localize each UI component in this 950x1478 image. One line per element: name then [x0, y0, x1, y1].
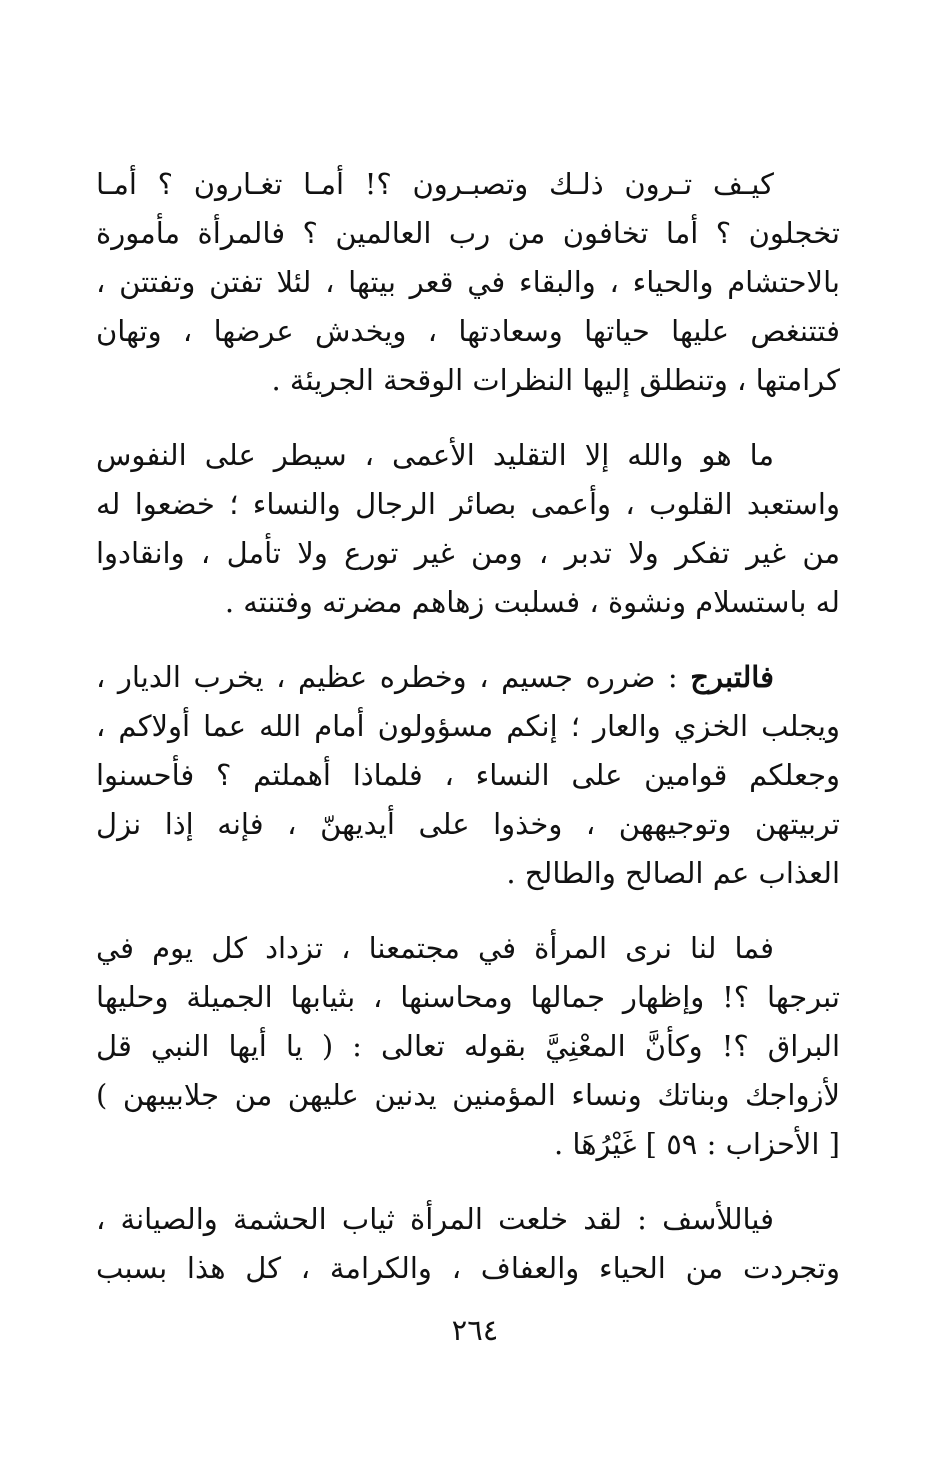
paragraph-1 [96, 160, 840, 405]
text-line: ما هو والله إلا التقليد الأعمى ، سيطر على النفوس [96, 438, 774, 472]
text-line: فما لنا نرى المرأة في مجتمعنا ، تزداد كل يوم في [96, 931, 774, 965]
text-line: العذاب عم الصالح والطالح . [506, 856, 840, 890]
text-line: لأزواجك وبناتك ونساء المؤمنين يدنين عليهن من جلابيبهن ) [96, 1078, 840, 1112]
paragraph-2 [96, 431, 840, 627]
text-line: واستعبد القلوب ، وأعمى بصائر الرجال والنساء ؛ خضعوا له [96, 487, 840, 521]
text-line: ويجلب الخزي والعار ؛ إنكم مسؤولون أمام الله عما أولاكم ، [96, 709, 840, 743]
text-line: تخجلون ؟ أما تخافون من رب العالمين ؟ فالمرأة مأمورة [96, 216, 840, 250]
page-number: ٢٦٤ [451, 1313, 499, 1347]
paragraph-3 [96, 653, 840, 898]
text-line-rest: : ضرره جسيم ، وخطره عظيم ، يخرب الديار ، [96, 660, 691, 694]
text-line: البراق ؟! وكأنَّ المعْنِيَّ بقوله تعالى : ( يا أيها النبي قل [96, 1029, 840, 1063]
bold-lead-word: فالتبرج [690, 660, 774, 694]
text-line: له باستسلام ونشوة ، فسلبت زهاهم مضرته وفتنته . [224, 585, 840, 619]
paragraph-4 [96, 924, 840, 1169]
paragraph-5 [96, 1195, 840, 1293]
text-line: وجعلكم قوامين على النساء ، فلماذا أهملتم ؟ فأحسنوا [96, 758, 840, 792]
page-body [96, 160, 840, 1319]
text-line [96, 653, 840, 702]
text-line: كيـف تـرون ذلـك وتصبـرون ؟! أمـا تغـارون ؟ أمـا [96, 167, 774, 201]
text-line: تبرجها ؟! وإظهار جمالها ومحاسنها ، بثيابها الجميلة وحليها [96, 980, 840, 1014]
text-line: وتجردت من الحياء والعفاف ، والكرامة ، كل هذا بسبب [96, 1251, 840, 1285]
text-line: فتتنغص عليها حياتها وسعادتها ، ويخدش عرضها ، وتهان [96, 314, 840, 348]
text-line: بالاحتشام والحياء ، والبقاء في قعر بيتها ، لئلا تفتن وتفتتن ، [96, 265, 840, 299]
text-line: فياللأسف : لقد خلعت المرأة ثياب الحشمة والصيانة ، [96, 1202, 774, 1236]
text-line: من غير تفكر ولا تدبر ، ومن غير تورع ولا تأمل ، وانقادوا [96, 536, 840, 570]
text-line: [ الأحزاب : ٥٩ ] غَيْرُهَا . [553, 1127, 840, 1161]
text-line: تربيتهن وتوجيههن ، وخذوا على أيديهنّ ، فإنه إذا نزل [96, 807, 840, 841]
text-line: كرامتها ، وتنطلق إليها النظرات الوقحة الجريئة . [271, 363, 840, 397]
